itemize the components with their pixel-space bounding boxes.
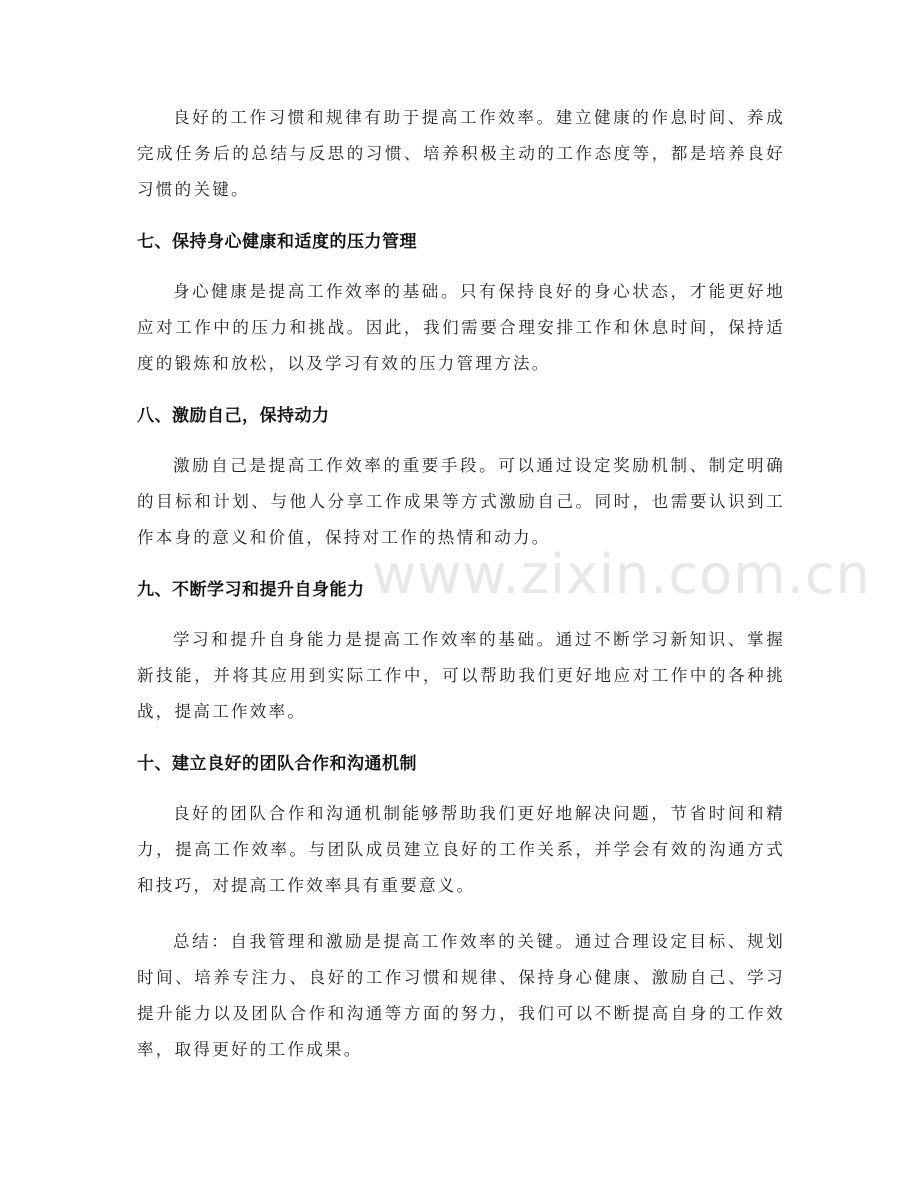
paragraph-learning: 学习和提升自身能力是提高工作效率的基础。通过不断学习新知识、掌握新技能，并将其应用到实际工作中，可以帮助我们更好地应对工作中的各种挑战，提高工作效率。 bbox=[137, 630, 785, 721]
watermark: www.zixin.com.cn bbox=[372, 543, 871, 606]
heading-section-8: 八、激励自己，保持动力 bbox=[137, 406, 330, 426]
paragraph-habits: 良好的工作习惯和规律有助于提高工作效率。建立健康的作息时间、养成完成任务后的总结与反思的习惯、培养积极主动的工作态度等，都是培养良好习惯的关键。 bbox=[137, 108, 785, 199]
paragraph-health: 身心健康是提高工作效率的基础。只有保持良好的身心状态，才能更好地应对工作中的压力和挑战。因此，我们需要合理安排工作和休息时间，保持适度的锻炼和放松，以及学习有效的压力管理方法。 bbox=[137, 282, 785, 373]
heading-section-9: 九、不断学习和提升自身能力 bbox=[137, 580, 365, 600]
paragraph-teamwork: 良好的团队合作和沟通机制能够帮助我们更好地解决问题，节省时间和精力，提高工作效率。与团队成员建立良好的工作关系，并学会有效的沟通方式和技巧，对提高工作效率具有重要意义。 bbox=[137, 804, 785, 895]
heading-section-10: 十、建立良好的团队合作和沟通机制 bbox=[137, 754, 417, 774]
paragraph-motivation: 激励自己是提高工作效率的重要手段。可以通过设定奖励机制、制定明确的目标和计划、与他人分享工作成果等方式激励自己。同时，也需要认识到工作本身的意义和价值，保持对工作的热情和动力。 bbox=[137, 456, 785, 547]
paragraph-summary: 总结：自我管理和激励是提高工作效率的关键。通过合理设定目标、规划时间、培养专注力、良好的工作习惯和规律、保持身心健康、激励自己、学习提升能力以及团队合作和沟通等方面的努力，我们可以不断提高自身的工作效率，取得更好的工作成果。 bbox=[137, 932, 785, 1059]
heading-section-7: 七、保持身心健康和适度的压力管理 bbox=[137, 232, 417, 252]
document-body bbox=[137, 100, 785, 1088]
